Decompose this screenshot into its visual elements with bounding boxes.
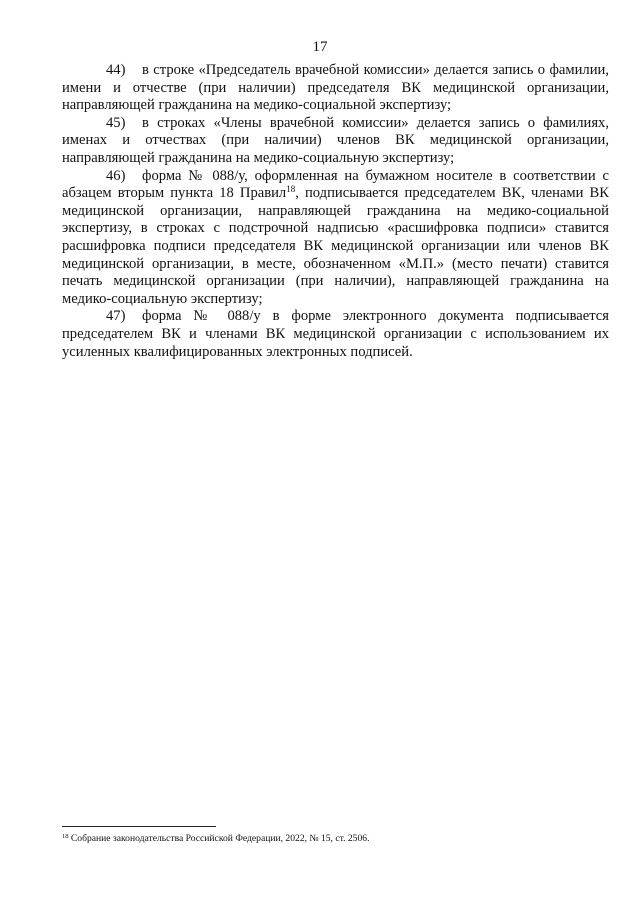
footnote-divider xyxy=(62,826,216,827)
paragraph-text: в строках «Члены врачебной комиссии» делается запись о фамилиях, именах и отчествах (при наличии) членов ВК медицинской организации, направляющей гражданина на медико-социальную экспертизу; xyxy=(62,114,609,166)
paragraph-text: форма № 088/у в форме электронного документа подписывается председателем ВК и членами ВК медицинской организации с использованием их усиленных квалифицированных электронных подписей. xyxy=(62,308,609,360)
paragraph-45 xyxy=(62,115,609,168)
paragraph-text-continued: , подписывается председателем ВК, членами ВК медицинской организации, направляющей гражданина на медико-социальной экспертизу, в строках с подстрочной надписью «расшифровка подписи» ставится расшифровка подписи председателя ВК медицинской организации или членов ВК медицинской организации, в месте, обозначенном «М.П.» (место печати) ставится печать медицинской организации (при наличии), направляющей гражданина на медико-социальную экспертизу; xyxy=(62,185,609,307)
paragraph-number: 47) xyxy=(106,308,126,325)
footnote xyxy=(62,833,609,845)
paragraph-number: 44) xyxy=(106,62,126,78)
document-body xyxy=(62,62,609,361)
paragraph-number: 45) xyxy=(106,114,126,131)
page-number: 17 xyxy=(312,39,328,55)
footnote-marker: 18 xyxy=(62,833,69,840)
paragraph-text: в строке «Председатель врачебной комиссии» делается запись о фамилии, имени и отчестве (при наличии) председателя ВК медицинской организации, направляющей гражданина на медико-социальной экспертизу; xyxy=(62,62,609,114)
footnote-reference: 18 xyxy=(286,184,296,195)
paragraph-text: форма № 088/у, оформленная на бумажном носителе в соответствии с абзацем вторым пункта 18 Правил xyxy=(62,167,609,202)
paragraph-44 xyxy=(62,62,609,115)
footnote-text: Собрание законодательства Российской Федерации, 2022, № 15, ст. 2506. xyxy=(68,833,370,844)
paragraph-46 xyxy=(62,168,609,309)
paragraph-number: 46) xyxy=(106,167,126,184)
paragraph-47 xyxy=(62,308,609,361)
